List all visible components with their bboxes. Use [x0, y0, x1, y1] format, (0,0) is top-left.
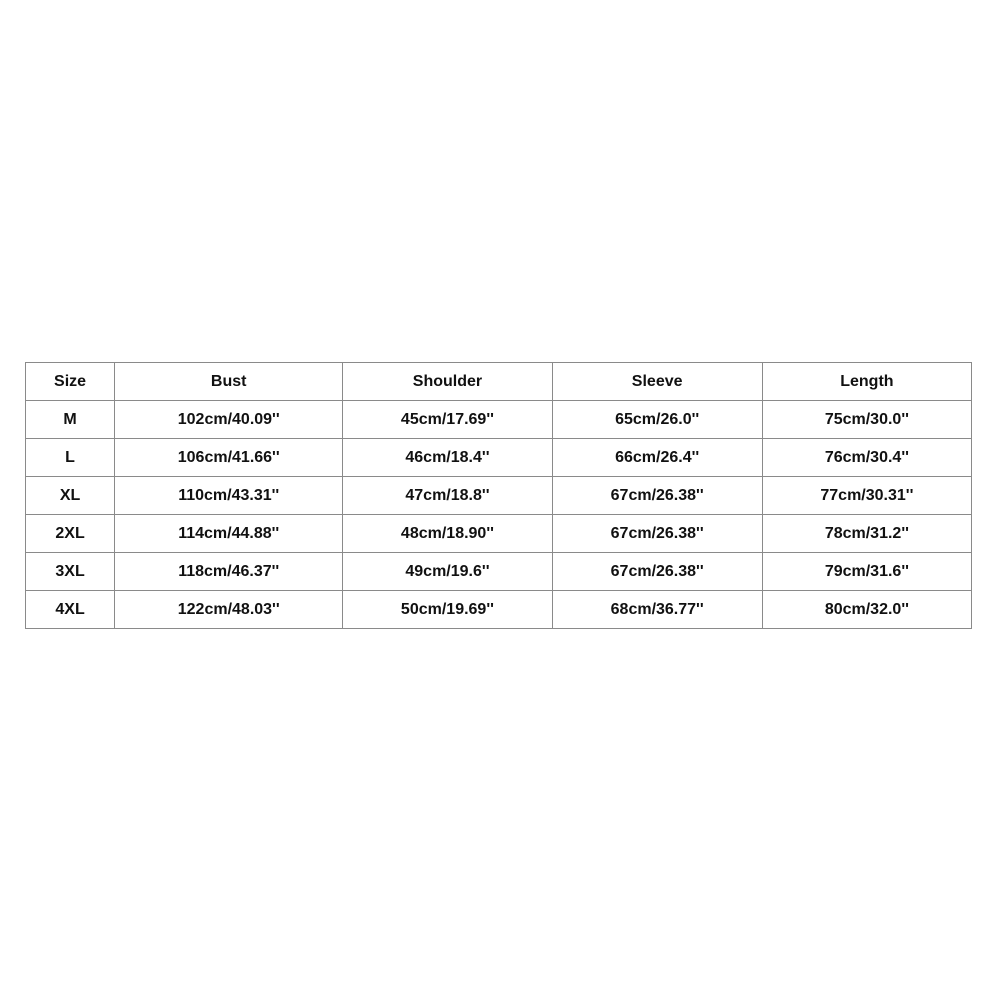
cell-length: 76cm/30.4'' — [762, 439, 971, 477]
table-row — [26, 477, 972, 515]
cell-shoulder: 47cm/18.8'' — [343, 477, 552, 515]
header-bust: Bust — [115, 363, 343, 401]
header-size: Size — [26, 363, 115, 401]
cell-sleeve: 67cm/26.38'' — [552, 477, 762, 515]
cell-size: XL — [26, 477, 115, 515]
table-header-row — [26, 363, 972, 401]
cell-bust: 102cm/40.09'' — [115, 401, 343, 439]
cell-size: L — [26, 439, 115, 477]
cell-bust: 122cm/48.03'' — [115, 591, 343, 629]
header-length: Length — [762, 363, 971, 401]
cell-sleeve: 68cm/36.77'' — [552, 591, 762, 629]
table-row — [26, 553, 972, 591]
cell-length: 75cm/30.0'' — [762, 401, 971, 439]
cell-shoulder: 46cm/18.4'' — [343, 439, 552, 477]
cell-sleeve: 67cm/26.38'' — [552, 515, 762, 553]
cell-length: 77cm/30.31'' — [762, 477, 971, 515]
table-row — [26, 591, 972, 629]
cell-shoulder: 50cm/19.69'' — [343, 591, 552, 629]
cell-length: 79cm/31.6'' — [762, 553, 971, 591]
cell-length: 78cm/31.2'' — [762, 515, 971, 553]
table-row — [26, 515, 972, 553]
size-chart-table — [25, 362, 972, 629]
cell-bust: 114cm/44.88'' — [115, 515, 343, 553]
header-shoulder: Shoulder — [343, 363, 552, 401]
cell-size: 2XL — [26, 515, 115, 553]
header-sleeve: Sleeve — [552, 363, 762, 401]
cell-bust: 110cm/43.31'' — [115, 477, 343, 515]
cell-sleeve: 67cm/26.38'' — [552, 553, 762, 591]
cell-sleeve: 65cm/26.0'' — [552, 401, 762, 439]
cell-shoulder: 48cm/18.90'' — [343, 515, 552, 553]
cell-shoulder: 45cm/17.69'' — [343, 401, 552, 439]
table-row — [26, 439, 972, 477]
cell-size: 4XL — [26, 591, 115, 629]
cell-bust: 106cm/41.66'' — [115, 439, 343, 477]
cell-length: 80cm/32.0'' — [762, 591, 971, 629]
cell-sleeve: 66cm/26.4'' — [552, 439, 762, 477]
cell-shoulder: 49cm/19.6'' — [343, 553, 552, 591]
cell-size: M — [26, 401, 115, 439]
cell-bust: 118cm/46.37'' — [115, 553, 343, 591]
table-row — [26, 401, 972, 439]
cell-size: 3XL — [26, 553, 115, 591]
